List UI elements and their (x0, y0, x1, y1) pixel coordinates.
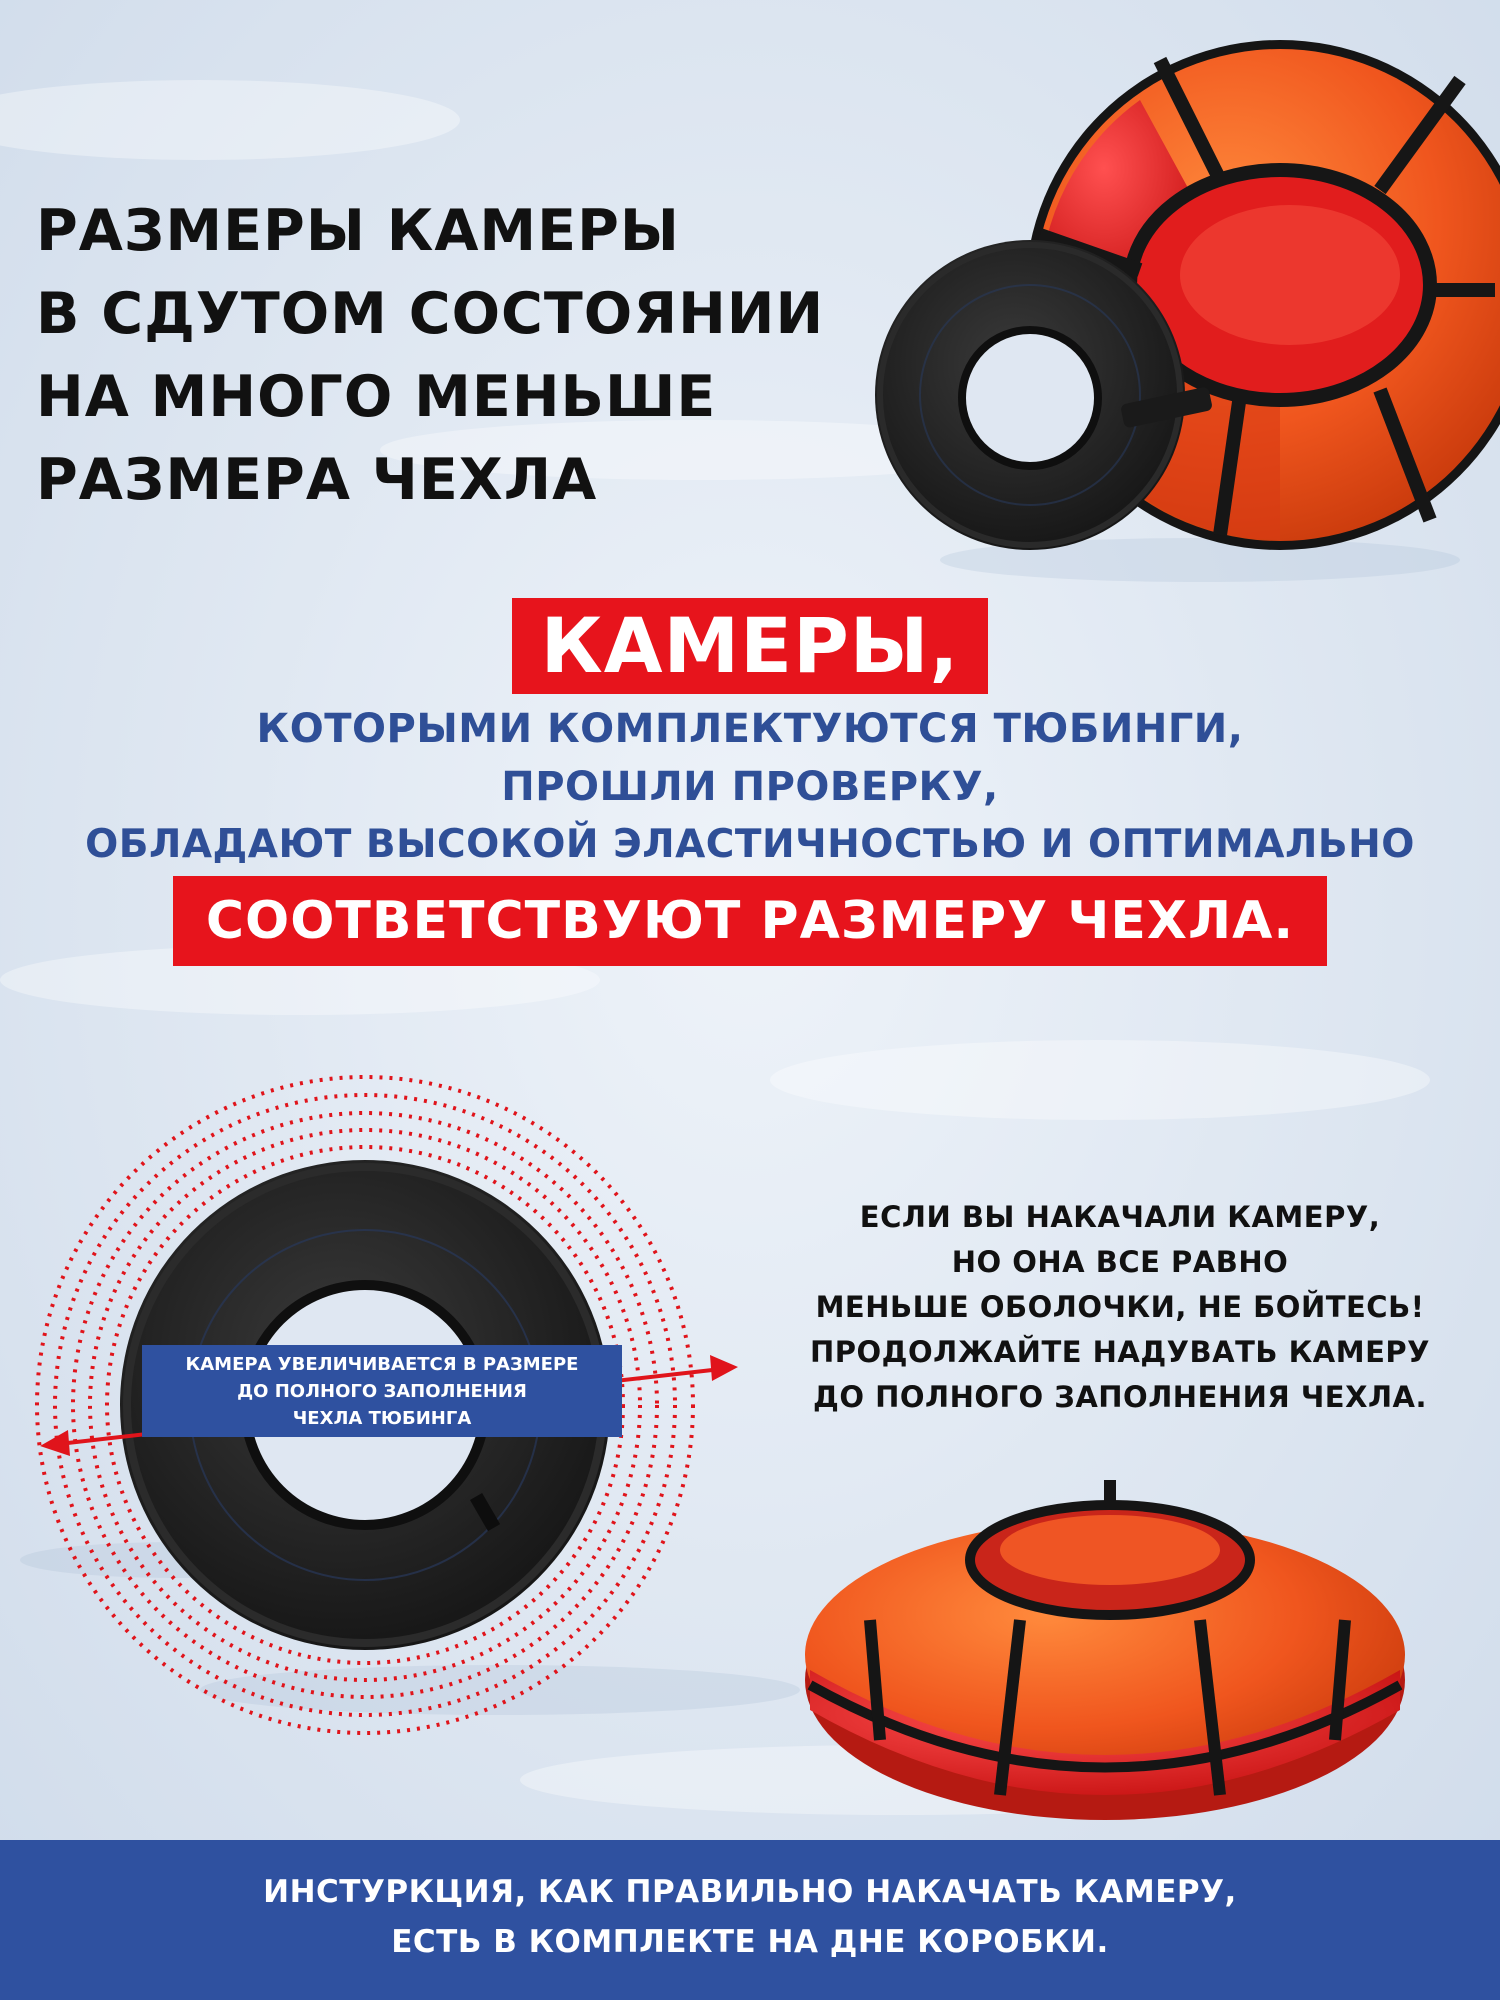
label-line: ЧЕХЛА ТЮБИНГА (292, 1408, 472, 1429)
advice-line: ДО ПОЛНОГО ЗАПОЛНЕНИЯ ЧЕХЛА. (813, 1380, 1427, 1414)
statement-line: КОТОРЫМИ КОМПЛЕКТУЮТСЯ ТЮБИНГИ, (256, 706, 1244, 752)
inflated-tubing-image (800, 1480, 1410, 1820)
footer-banner (0, 1840, 1500, 2000)
tubing-with-deflated-camera-image (840, 20, 1500, 580)
label-line: ДО ПОЛНОГО ЗАПОЛНЕНИЯ (237, 1381, 527, 1402)
page-title (36, 190, 824, 522)
diagram-label (142, 1345, 622, 1437)
title-line: РАЗМЕРА ЧЕХЛА (36, 447, 598, 513)
advice-text (760, 1195, 1480, 1420)
label-line: КАМЕРА УВЕЛИЧИВАЕТСЯ В РАЗМЕРЕ (185, 1354, 579, 1375)
highlight-banner: СООТВЕТСТВУЮТ РАЗМЕРУ ЧЕХЛА. (173, 876, 1327, 966)
advice-line: НО ОНА ВСЕ РАВНО (951, 1245, 1289, 1279)
title-line: РАЗМЕРЫ КАМЕРЫ (36, 198, 680, 264)
headline-banner: КАМЕРЫ, (512, 598, 988, 694)
statement-line: ОБЛАДАЮТ ВЫСОКОЙ ЭЛАСТИЧНОСТЬЮ И ОПТИМАЛЬНО (85, 822, 1415, 867)
footer-line: ЕСТЬ В КОМПЛЕКТЕ НА ДНЕ КОРОБКИ. (391, 1924, 1109, 1960)
title-line: В СДУТОМ СОСТОЯНИИ (36, 281, 825, 347)
title-line: НА МНОГО МЕНЬШЕ (36, 364, 717, 430)
footer-line: ИНСТУРКЦИЯ, КАК ПРАВИЛЬНО НАКАЧАТЬ КАМЕРУ, (263, 1874, 1237, 1910)
advice-line: МЕНЬШЕ ОБОЛОЧКИ, НЕ БОЙТЕСЬ! (815, 1290, 1425, 1324)
statement-line: ПРОШЛИ ПРОВЕРКУ, (501, 764, 999, 810)
advice-line: ЕСЛИ ВЫ НАКАЧАЛИ КАМЕРУ, (859, 1200, 1381, 1234)
advice-line: ПРОДОЛЖАЙТЕ НАДУВАТЬ КАМЕРУ (809, 1335, 1430, 1369)
